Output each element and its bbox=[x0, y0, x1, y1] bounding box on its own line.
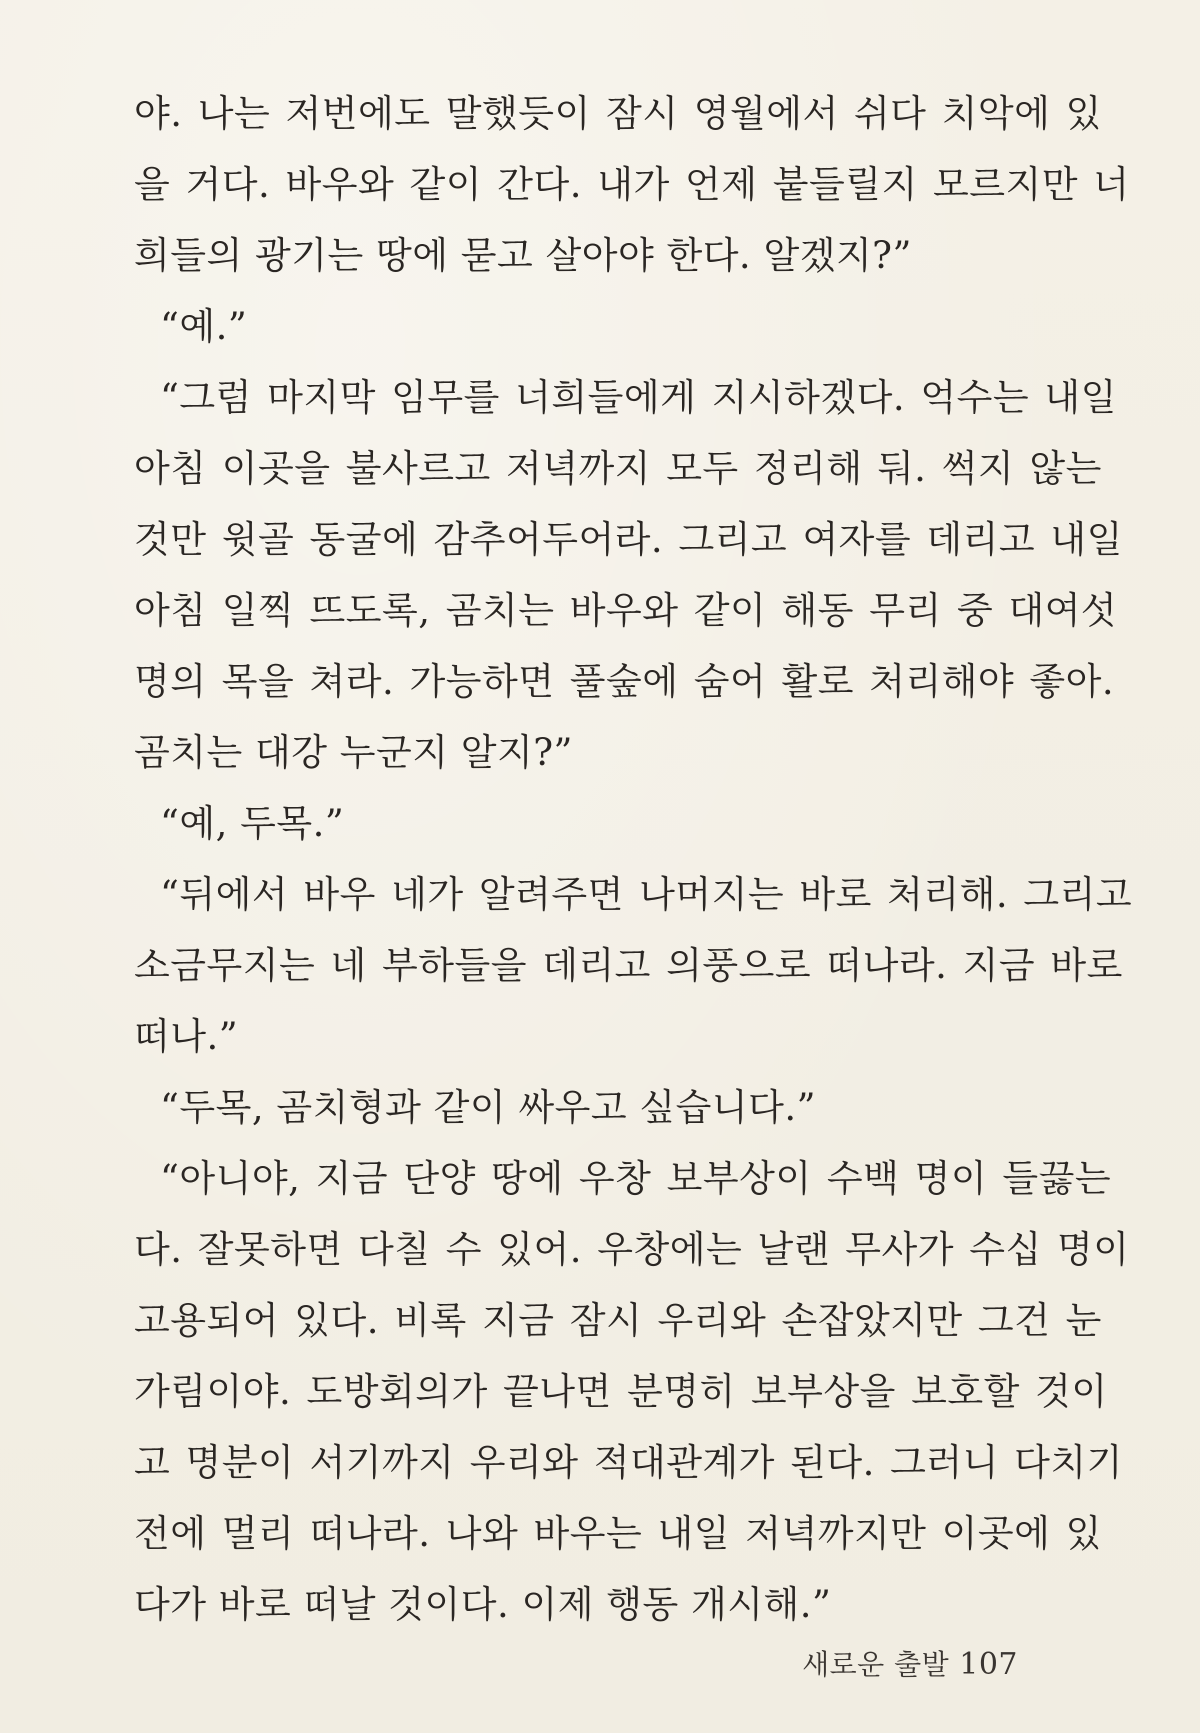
text-line-5: “그럼 마지막 임무를 너희들에게 지시하겠다. 억수는 내일 bbox=[160, 376, 1117, 419]
text-line-10: 곰치는 대강 누군지 알지?” bbox=[134, 731, 573, 774]
text-line-7: 것만 윗골 동굴에 감추어두어라. 그리고 여자를 데리고 내일 bbox=[134, 518, 1123, 561]
text-line-18: 고용되어 있다. 비록 지금 잠시 우리와 손잡았지만 그건 눈 bbox=[134, 1299, 1102, 1342]
text-line-13: 소금무지는 네 부하들을 데리고 의풍으로 떠나라. 지금 바로 bbox=[134, 944, 1123, 987]
text-line-16: “아니야, 지금 단양 땅에 우창 보부상이 수백 명이 들끓는 bbox=[160, 1157, 1112, 1200]
text-line-1: 야. 나는 저번에도 말했듯이 잠시 영월에서 쉬다 치악에 있 bbox=[134, 92, 1102, 135]
text-line-2: 을 거다. 바우와 같이 간다. 내가 언제 붙들릴지 모르지만 너 bbox=[134, 163, 1130, 206]
text-line-3: 희들의 광기는 땅에 묻고 살아야 한다. 알겠지?” bbox=[134, 234, 912, 277]
text-line-9: 명의 목을 쳐라. 가능하면 풀숲에 숨어 활로 처리해야 좋아. bbox=[134, 660, 1115, 703]
text-line-11: “예, 두목.” bbox=[160, 802, 345, 845]
text-line-22: 다가 바로 떠날 것이다. 이제 행동 개시해.” bbox=[134, 1583, 832, 1626]
body-text bbox=[134, 78, 1133, 1640]
text-line-21: 전에 멀리 떠나라. 나와 바우는 내일 저녁까지만 이곳에 있 bbox=[134, 1512, 1102, 1555]
text-line-15: “두목, 곰치형과 같이 싸우고 싶습니다.” bbox=[160, 1086, 817, 1129]
text-line-14: 떠나.” bbox=[134, 1015, 239, 1058]
text-line-20: 고 명분이 서기까지 우리와 적대관계가 된다. 그러니 다치기 bbox=[134, 1441, 1123, 1484]
text-line-19: 가림이야. 도방회의가 끝나면 분명히 보부상을 보호할 것이 bbox=[134, 1370, 1108, 1413]
text-line-8: 아침 일찍 뜨도록, 곰치는 바우와 같이 해동 무리 중 대여섯 bbox=[134, 589, 1118, 632]
text-line-12: “뒤에서 바우 네가 알려주면 나머지는 바로 처리해. 그리고 bbox=[160, 873, 1133, 916]
text-line-17: 다. 잘못하면 다칠 수 있어. 우창에는 날랜 무사가 수십 명이 bbox=[134, 1228, 1130, 1271]
page-footer bbox=[802, 1643, 1018, 1683]
text-line-4: “예.” bbox=[160, 305, 248, 348]
chapter-title: 새로운 출발 bbox=[802, 1648, 950, 1681]
page-number: 107 bbox=[959, 1647, 1018, 1682]
text-line-6: 아침 이곳을 불사르고 저녁까지 모두 정리해 둬. 썩지 않는 bbox=[134, 447, 1102, 490]
